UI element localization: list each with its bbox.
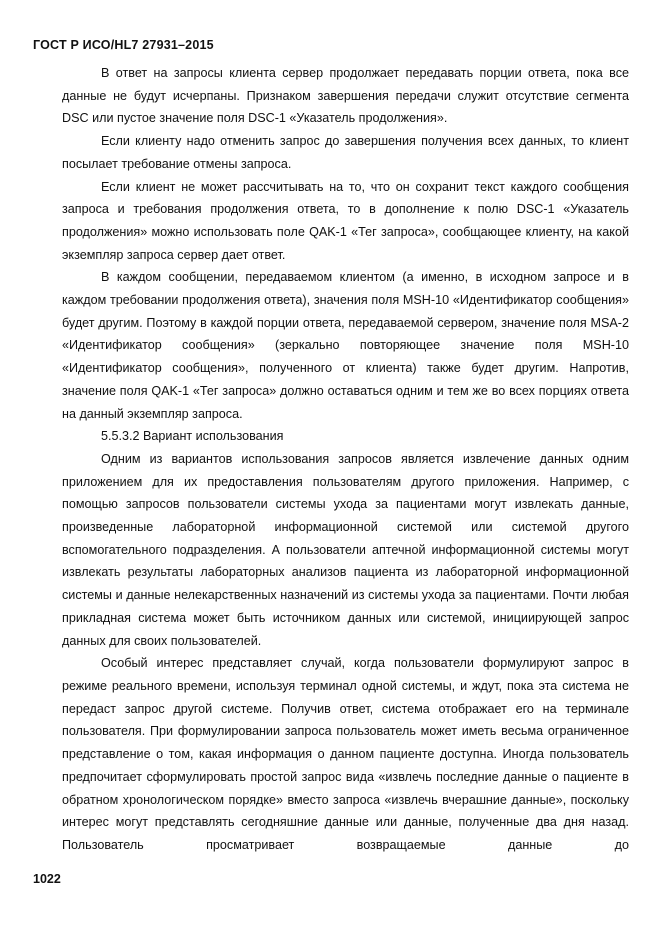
body-text [62,62,629,857]
section-heading-use-case: 5.5.3.2 Вариант использования [101,429,284,444]
paragraph-realtime-query: Особый интерес представляет случай, когда пользователи формулируют запрос в режиме реального времени, используя терминал одной системы, и ждут, пока эта система не передаст запрос другой системе. Получив ответ, система отображает его на терминале пользователя. При формулировании запроса пользователь может иметь весьма ограниченное представление о том, какая информация о данном пациенте доступна. Иногда пользователь предпочитает сформулировать простой запрос вида «извлечь последние данные о пациенте в обратном хронологическом порядке» вместо запроса «извлечь вчерашние данные», поскольку интерес могут представлять сегодняшние данные или данные, полученные два дня назад. Пользователь просматривает возвращаемые данные до [62,656,629,852]
paragraph-message-ids: В каждом сообщении, передаваемом клиентом (а именно, в исходном запросе и в каждом требовании продолжения ответа), значения поля MSH-10 «Идентификатор сообщения» будет другим. Поэтому в каждой порции ответа, передаваемой сервером, значение поля MSA-2 «Идентификатор сообщения» (зеркально повторяющее значение поля MSH-10 «Идентификатор сообщения», полученного от клиента) также будет другим. Напротив, значение поля QAK-1 «Тег запроса» должно оставаться одним и тем же во всех порциях ответа на данный экземпляр запроса. [62,270,629,421]
page-number: 1022 [33,872,61,886]
paragraph-qak-tag: Если клиент не может рассчитывать на то, что он сохранит текст каждого сообщения запроса и требования продолжения ответа, то в дополнение к полю DSC-1 «Указатель продолжения» можно использовать поле QAK-1 «Тег запроса», сообщающее клиенту, на какой экземпляр запроса сервер дает ответ. [62,179,629,262]
running-header: ГОСТ Р ИСО/HL7 27931–2015 [33,38,214,52]
paragraph-cancel-request: Если клиенту надо отменить запрос до завершения получения всех данных, то клиент посылает требование отмены запроса. [62,134,629,171]
paragraph-use-case: Одним из вариантов использования запросов является извлечение данных одним приложением для их предоставления пользователям другого приложения. Например, с помощью запросов пользователи системы ухода за пациентами могут извлекать данные, произведенные лабораторной информационной системой или системой другого вспомогательного подразделения. А пользователи аптечной информационной системы могут извлекать результаты лабораторных анализов пациента из лабораторной информационной системы и данные нелекарственных назначений из системы ухода за пациентами. Почти любая прикладная система может быть источником данных или системой, инициирующей запрос данных для своих пользователей. [62,451,629,648]
paragraph-server-continuation: В ответ на запросы клиента сервер продолжает передавать порции ответа, пока все данные не будут исчерпаны. Признаком завершения передачи служит отсутствие сегмента DSC или пустое значение поля DSC-1 «Указатель продолжения». [62,66,629,126]
